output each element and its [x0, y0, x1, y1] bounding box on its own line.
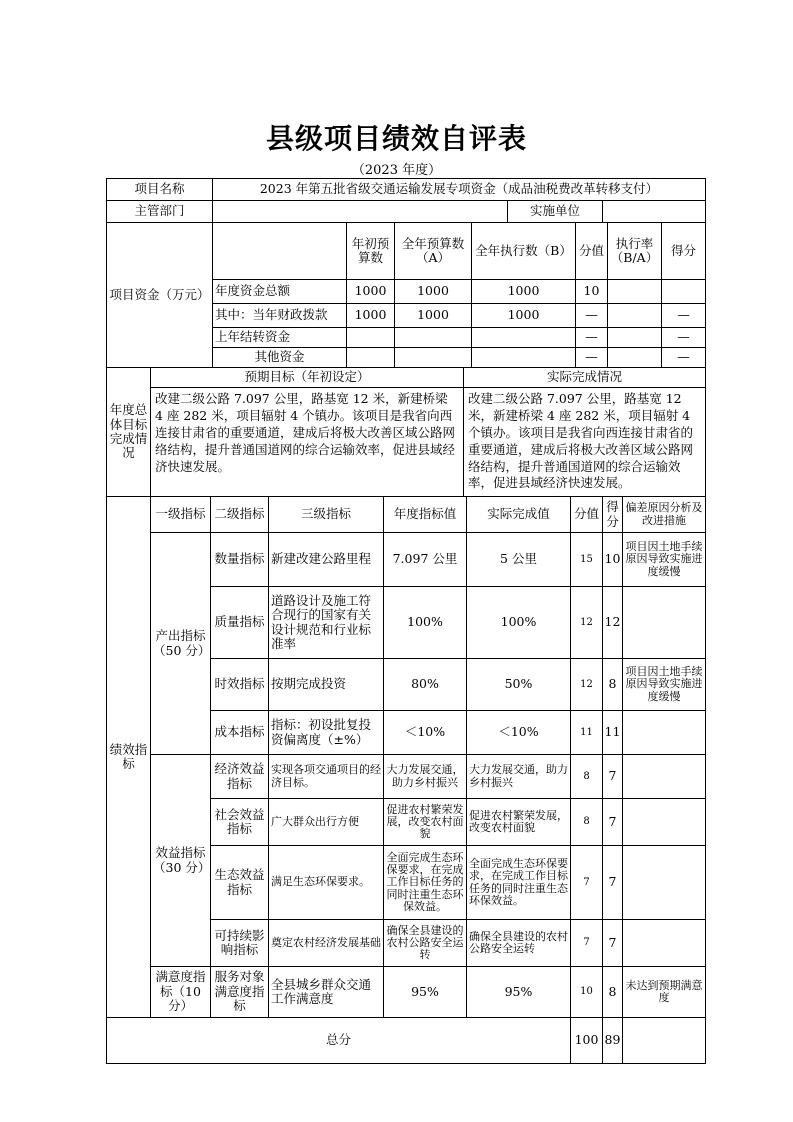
- perf-score: 7: [571, 920, 603, 967]
- perf-level2: 成本指标: [211, 711, 269, 755]
- perf-reason: [623, 711, 706, 755]
- funds-row-annual: [395, 328, 472, 348]
- total-score: 100: [571, 1018, 603, 1064]
- perf-reason: 项目因土地手续原因导致实施进度缓慢: [623, 659, 706, 711]
- perf-points: 11: [603, 711, 623, 755]
- perf-points: 7: [603, 755, 623, 799]
- perf-level2: 时效指标: [211, 659, 269, 711]
- performance-section: [106, 497, 706, 1064]
- funds-row-rate: [608, 304, 662, 328]
- perf-header-reason: 偏差原因分析及改进措施: [623, 497, 706, 533]
- perf-target: ＜10%: [384, 711, 467, 755]
- perf-level2: 数量指标: [211, 533, 269, 587]
- funds-row-points: —: [662, 304, 706, 328]
- perf-points: 8: [603, 967, 623, 1018]
- funds-header-initial: 年初预算数: [347, 223, 395, 280]
- perf-score: 8: [571, 799, 603, 846]
- funds-row-initial: 1000: [347, 304, 395, 328]
- project-info-section: [106, 178, 706, 223]
- perf-header-level2: 二级指标: [211, 497, 269, 533]
- goals-expected-header: 预期目标（年初设定）: [151, 368, 464, 388]
- perf-reason: 项目因土地手续原因导致实施进度缓慢: [623, 533, 706, 587]
- perf-header-score: 分值: [571, 497, 603, 533]
- funds-row-label: 其中：当年财政拨款: [213, 304, 347, 328]
- funds-header-points: 得分: [662, 223, 706, 280]
- total-reason: [623, 1018, 706, 1064]
- perf-actual: 100%: [467, 587, 571, 659]
- perf-reason: [623, 755, 706, 799]
- perf-target: 100%: [384, 587, 467, 659]
- funds-row-rate: [608, 348, 662, 368]
- perf-reason: 未达到预期满意度: [623, 967, 706, 1018]
- perf-level3: 奠定农村经济发展基础: [269, 920, 384, 967]
- perf-points: 7: [603, 920, 623, 967]
- funds-row-score: —: [576, 348, 608, 368]
- perf-level3: 实现各项交通项目的经济目标。: [269, 755, 384, 799]
- dept-label: 主管部门: [106, 201, 213, 223]
- perf-level2: 社会效益指标: [211, 799, 269, 846]
- project-name-label: 项目名称: [106, 178, 213, 201]
- funds-row-label: 其他资金: [213, 348, 347, 368]
- project-name-value: 2023 年第五批省级交通运输发展专项资金（成品油税费改革转移支付）: [213, 178, 706, 201]
- funds-label: 项目资金（万元）: [106, 223, 213, 368]
- perf-level3: 指标：初设批复投资偏离度（±%）: [269, 711, 384, 755]
- funds-header-rate: 执行率（B/A）: [608, 223, 662, 280]
- funds-row-initial: [347, 328, 395, 348]
- perf-level2: 质量指标: [211, 587, 269, 659]
- funds-row-executed: [472, 328, 576, 348]
- unit-label: 实施单位: [508, 201, 603, 223]
- funds-row-annual: 1000: [395, 280, 472, 304]
- funds-row-score: —: [576, 328, 608, 348]
- perf-actual: 确保全县建设的农村公路安全运转: [467, 920, 571, 967]
- total-label: 总分: [106, 1018, 571, 1064]
- perf-target: 促进农村繁荣发展，改变农村面貌: [384, 799, 467, 846]
- perf-points: 7: [603, 799, 623, 846]
- perf-level2: 可持续影响指标: [211, 920, 269, 967]
- report-year: （2023 年度）: [351, 163, 442, 178]
- perf-points: 8: [603, 659, 623, 711]
- unit-value: [603, 201, 706, 223]
- perf-label: 绩效指标: [106, 497, 151, 1018]
- perf-target: 大力发展交通，助力乡村振兴: [384, 755, 467, 799]
- funds-row-points: —: [662, 328, 706, 348]
- total-points: 89: [603, 1018, 623, 1064]
- perf-level3: 满足生态环保要求。: [269, 846, 384, 920]
- perf-reason: [623, 587, 706, 659]
- perf-group-output: 产出指标（50 分）: [151, 533, 211, 755]
- perf-reason: [623, 846, 706, 920]
- perf-header-level1: 一级指标: [151, 497, 211, 533]
- funds-row-initial: 1000: [347, 280, 395, 304]
- funds-header-executed: 全年执行数（B）: [472, 223, 576, 280]
- funds-row-score: 10: [576, 280, 608, 304]
- goals-label: 年度总体目标完成情况: [106, 368, 151, 497]
- perf-points: 12: [603, 587, 623, 659]
- perf-score: 11: [571, 711, 603, 755]
- perf-actual: ＜10%: [467, 711, 571, 755]
- funds-row-annual: 1000: [395, 304, 472, 328]
- page-title: 县级项目绩效自评表: [265, 122, 527, 155]
- perf-actual: 95%: [467, 967, 571, 1018]
- perf-score: 7: [571, 846, 603, 920]
- perf-target: 95%: [384, 967, 467, 1018]
- perf-actual: 大力发展交通，助力乡村振兴: [467, 755, 571, 799]
- dept-value: [213, 201, 508, 223]
- perf-score: 8: [571, 755, 603, 799]
- perf-reason: [623, 799, 706, 846]
- funds-row-rate: [608, 280, 662, 304]
- funds-row-executed: 1000: [472, 280, 576, 304]
- perf-header-points: 得分: [603, 497, 623, 533]
- perf-target: 80%: [384, 659, 467, 711]
- perf-points: 10: [603, 533, 623, 587]
- goals-actual-text: 改建二级公路 7.097 公里，路基宽 12 米，新建桥梁 4 座 282 米，项目辐射 4 个镇办。该项目是我省向西连接甘肃省的重要通道，建成后将极大改善区域公路网络结构，提升普通国道网的综合运输效率，促进县域经济快速发展。: [464, 388, 706, 497]
- perf-group-benefit: 效益指标（30 分）: [151, 755, 211, 967]
- funds-row-score: —: [576, 304, 608, 328]
- funds-row-executed: [472, 348, 576, 368]
- perf-level2: 生态效益指标: [211, 846, 269, 920]
- funds-row-rate: [608, 328, 662, 348]
- funds-row-label: 年度资金总额: [213, 280, 347, 304]
- perf-score: 15: [571, 533, 603, 587]
- perf-score: 12: [571, 659, 603, 711]
- goals-section: [106, 368, 706, 497]
- funds-row-initial: [347, 348, 395, 368]
- funds-section: [106, 223, 706, 368]
- perf-score: 12: [571, 587, 603, 659]
- perf-target: 全面完成生态环保要求，在完成工作目标任务的同时注重生态环保效益。: [384, 846, 467, 920]
- perf-level3: 道路设计及施工符合现行的国家有关设计规范和行业标准率: [269, 587, 384, 659]
- perf-actual: 全面完成生态环保要求，在完成工作目标任务的同时注重生态环保效益。: [467, 846, 571, 920]
- perf-actual: 促进农村繁荣发展，改变农村面貌: [467, 799, 571, 846]
- perf-score: 10: [571, 967, 603, 1018]
- perf-header-target: 年度指标值: [384, 497, 467, 533]
- funds-row-points: [662, 280, 706, 304]
- perf-target: 7.097 公里: [384, 533, 467, 587]
- evaluation-table: [106, 178, 706, 1064]
- funds-row-label: 上年结转资金: [213, 328, 347, 348]
- perf-header-level3: 三级指标: [269, 497, 384, 533]
- perf-actual: 50%: [467, 659, 571, 711]
- perf-level3: 广大群众出行方便: [269, 799, 384, 846]
- perf-level3: 新建改建公路里程: [269, 533, 384, 587]
- perf-group-satisfaction: 满意度指标（10 分）: [151, 967, 211, 1018]
- goals-expected-text: 改建二级公路 7.097 公里，路基宽 12 米，新建桥梁 4 座 282 米，项目辐射 4 个镇办。该项目是我省向西连接甘肃省的重要通道，建成后将极大改善区域公路网络结构，提升普通国道网的综合运输效率，促进县域经济快速发展。: [151, 388, 464, 497]
- perf-target: 确保全县建设的农村公路安全运转: [384, 920, 467, 967]
- funds-row-annual: [395, 348, 472, 368]
- perf-level3: 按期完成投资: [269, 659, 384, 711]
- funds-header-score: 分值: [576, 223, 608, 280]
- funds-header-blank: [213, 223, 347, 280]
- perf-level2: 经济效益指标: [211, 755, 269, 799]
- perf-actual: 5 公里: [467, 533, 571, 587]
- funds-row-executed: 1000: [472, 304, 576, 328]
- perf-reason: [623, 920, 706, 967]
- funds-row-points: —: [662, 348, 706, 368]
- goals-actual-header: 实际完成情况: [464, 368, 706, 388]
- perf-points: 7: [603, 846, 623, 920]
- perf-level3: 全县城乡群众交通工作满意度: [269, 967, 384, 1018]
- perf-header-actual: 实际完成值: [467, 497, 571, 533]
- funds-header-annual: 全年预算数（A）: [395, 223, 472, 280]
- perf-level2: 服务对象满意度指标: [211, 967, 269, 1018]
